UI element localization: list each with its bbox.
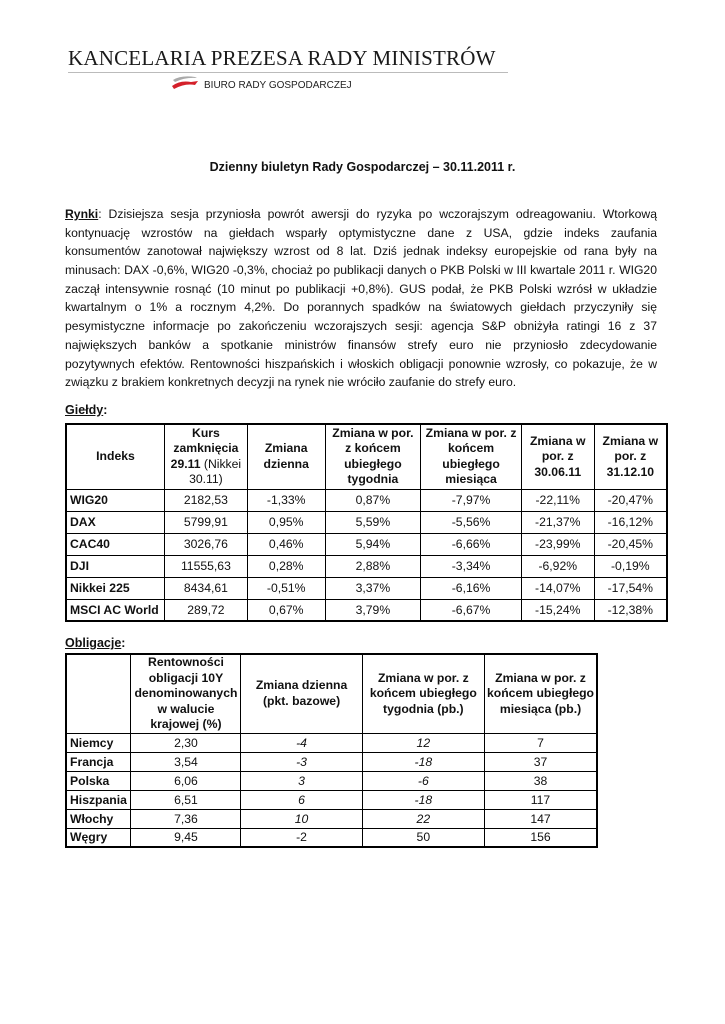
cell-name: WIG20	[66, 489, 164, 511]
cell-daily: -3	[241, 752, 362, 771]
cell-month: 7	[485, 733, 598, 752]
header-divider	[68, 72, 508, 73]
col-country	[66, 654, 131, 733]
cell-yield: 7,36	[131, 809, 241, 828]
cell-daily: 6	[241, 790, 362, 809]
cell-yield: 3,54	[131, 752, 241, 771]
cell-week: 22	[362, 809, 484, 828]
header-text: (Nikkei 30.11)	[189, 456, 242, 487]
paragraph-line: kwartalnym o 1% a rocznym 4,2%. Do porannych spadków na światowych giełdach przyczyniły się	[65, 300, 657, 315]
bonds-label: Obligacje	[65, 636, 122, 650]
cell-name: Nikkei 225	[66, 577, 164, 599]
cell-yield: 2,30	[131, 733, 241, 752]
cell-week: 3,37%	[325, 577, 421, 599]
col-week: Zmiana w por. z końcem ubiegłego tygodnia	[325, 424, 421, 489]
cell-ytd: -20,45%	[594, 533, 667, 555]
paragraph-line: pozytywnych efektów. Rentowności hiszpańskich i włoskich obligacji ponownie wzrosły, co pokazuje, że w	[65, 356, 657, 371]
cell-name: Polska	[66, 771, 131, 790]
table-row	[66, 555, 667, 577]
bonds-table	[65, 653, 598, 848]
header-text: Kurs zamknięcia	[173, 425, 239, 456]
cell-week: 5,94%	[325, 533, 421, 555]
cell-week: 50	[362, 828, 484, 847]
cell-daily: 0,95%	[247, 511, 325, 533]
cell-ytd: -20,47%	[594, 489, 667, 511]
document-title: Dzienny biuletyn Rady Gospodarczej – 30.11.2011 r.	[209, 160, 516, 174]
bonds-section-heading	[65, 636, 125, 650]
department-name: BIURO RADY GOSPODARCZEJ	[204, 80, 352, 91]
table-row	[66, 752, 597, 771]
paragraph-line: pesymistyczne informacje po zakończeniu wczorajszych sesji: agencja S&P obniżyła ratingi 16 z 37	[65, 319, 657, 334]
paragraph-line: konsumentów zanotował największy wzrost od 8 lat. Dziś jednak indeksy europejskie od rana były na	[65, 244, 657, 259]
cell-name: DJI	[66, 555, 164, 577]
cell-daily: 0,67%	[247, 599, 325, 621]
cell-daily: 10	[241, 809, 362, 828]
stocks-label: Giełdy	[65, 403, 104, 417]
col-index: Indeks	[66, 424, 164, 489]
cell-week: -18	[362, 752, 484, 771]
cell-close: 289,72	[164, 599, 247, 621]
cell-month: 156	[485, 828, 598, 847]
col-h1: Zmiana w por. z 30.06.11	[521, 424, 594, 489]
cell-name: Francja	[66, 752, 131, 771]
paragraph-line: największych banków a spotkanie ministrów finansów strefy euro nie przyniosło zdecydowanie	[65, 337, 657, 352]
cell-month: 37	[485, 752, 598, 771]
cell-month: -6,67%	[421, 599, 522, 621]
cell-month: -5,56%	[421, 511, 522, 533]
stocks-section-heading	[65, 403, 107, 417]
cell-month: -6,16%	[421, 577, 522, 599]
paragraph-line	[65, 205, 657, 224]
cell-h1: -14,07%	[521, 577, 594, 599]
paragraph-line: kontynuację wzrostów na giełdach wsparły optymistyczne dane z USA, gdzie indeks zaufania	[65, 225, 657, 240]
cell-daily: 3	[241, 771, 362, 790]
cell-week: 0,87%	[325, 489, 421, 511]
cell-week: 3,79%	[325, 599, 421, 621]
markets-label: Rynki	[65, 207, 99, 221]
cell-ytd: -17,54%	[594, 577, 667, 599]
col-daily: Zmiana dzienna (pkt. bazowe)	[241, 654, 362, 733]
table-row	[66, 533, 667, 555]
cell-daily: -2	[241, 828, 362, 847]
cell-month: -7,97%	[421, 489, 522, 511]
cell-month: -3,34%	[421, 555, 522, 577]
cell-h1: -15,24%	[521, 599, 594, 621]
cell-name: Hiszpania	[66, 790, 131, 809]
institution-name: KANCELARIA PREZESA RADY MINISTRÓW	[68, 46, 496, 70]
table-header-row	[66, 654, 597, 733]
stocks-table	[65, 423, 668, 622]
cell-week: 2,88%	[325, 555, 421, 577]
paragraph-line: związku z brakiem konkretnych decyzji na rynek nie wróciło zaufanie do strefy euro.	[65, 375, 517, 390]
cell-week: -6	[362, 771, 484, 790]
cell-week: -18	[362, 790, 484, 809]
cell-daily: -4	[241, 733, 362, 752]
cell-week: 12	[362, 733, 484, 752]
cell-month: 147	[485, 809, 598, 828]
table-row	[66, 771, 597, 790]
cell-h1: -23,99%	[521, 533, 594, 555]
table-row	[66, 511, 667, 533]
cell-close: 8434,61	[164, 577, 247, 599]
cell-yield: 6,51	[131, 790, 241, 809]
flag-logo-icon	[171, 74, 199, 90]
col-ytd: Zmiana w por. z 31.12.10	[594, 424, 667, 489]
cell-daily: 0,28%	[247, 555, 325, 577]
table-row	[66, 828, 597, 847]
table-header-row	[66, 424, 667, 489]
cell-month: 117	[485, 790, 598, 809]
cell-daily: 0,46%	[247, 533, 325, 555]
col-month: Zmiana w por. z końcem ubiegłego miesiąca	[421, 424, 522, 489]
table-row	[66, 809, 597, 828]
paragraph-text: : Dzisiejsza sesja przyniosła powrót awersji do ryzyka po wczorajszym odreagowaniu. Wtorkową	[98, 207, 657, 221]
colon: :	[103, 403, 108, 417]
cell-close: 2182,53	[164, 489, 247, 511]
cell-ytd: -0,19%	[594, 555, 667, 577]
cell-h1: -21,37%	[521, 511, 594, 533]
col-close	[164, 424, 247, 489]
cell-name: CAC40	[66, 533, 164, 555]
cell-name: Włochy	[66, 809, 131, 828]
cell-yield: 6,06	[131, 771, 241, 790]
colon: :	[121, 636, 126, 650]
cell-yield: 9,45	[131, 828, 241, 847]
cell-name: Węgry	[66, 828, 131, 847]
cell-close: 5799,91	[164, 511, 247, 533]
table-row	[66, 599, 667, 621]
table-row	[66, 733, 597, 752]
cell-week: 5,59%	[325, 511, 421, 533]
col-yield: Rentowności obligacji 10Y denominowanych w walucie krajowej (%)	[131, 654, 241, 733]
table-row	[66, 489, 667, 511]
cell-h1: -22,11%	[521, 489, 594, 511]
cell-name: MSCI AC World	[66, 599, 164, 621]
table-row	[66, 790, 597, 809]
col-week: Zmiana w por. z końcem ubiegłego tygodnia (pb.)	[362, 654, 484, 733]
cell-ytd: -16,12%	[594, 511, 667, 533]
paragraph-line: zaczął intensywnie rosnąć (10 minut po publikacji +0,8%). GUS podał, że PKB Polski wzrósł w układzie	[65, 281, 657, 296]
cell-month: -6,66%	[421, 533, 522, 555]
cell-daily: -0,51%	[247, 577, 325, 599]
col-daily: Zmiana dzienna	[247, 424, 325, 489]
table-row	[66, 577, 667, 599]
cell-daily: -1,33%	[247, 489, 325, 511]
header-text: 29.11	[170, 456, 201, 471]
cell-name: Niemcy	[66, 733, 131, 752]
col-month: Zmiana w por. z końcem ubiegłego miesiąca (pb.)	[485, 654, 598, 733]
cell-name: DAX	[66, 511, 164, 533]
cell-month: 38	[485, 771, 598, 790]
paragraph-line: minusach: DAX -0,6%, WIG20 -0,3%, chociaż po publikacji danych o PKB Polski w III kwartale 2011 r. WIG20	[65, 263, 657, 278]
cell-close: 3026,76	[164, 533, 247, 555]
cell-close: 11555,63	[164, 555, 247, 577]
cell-h1: -6,92%	[521, 555, 594, 577]
markets-paragraph	[65, 205, 657, 392]
cell-ytd: -12,38%	[594, 599, 667, 621]
